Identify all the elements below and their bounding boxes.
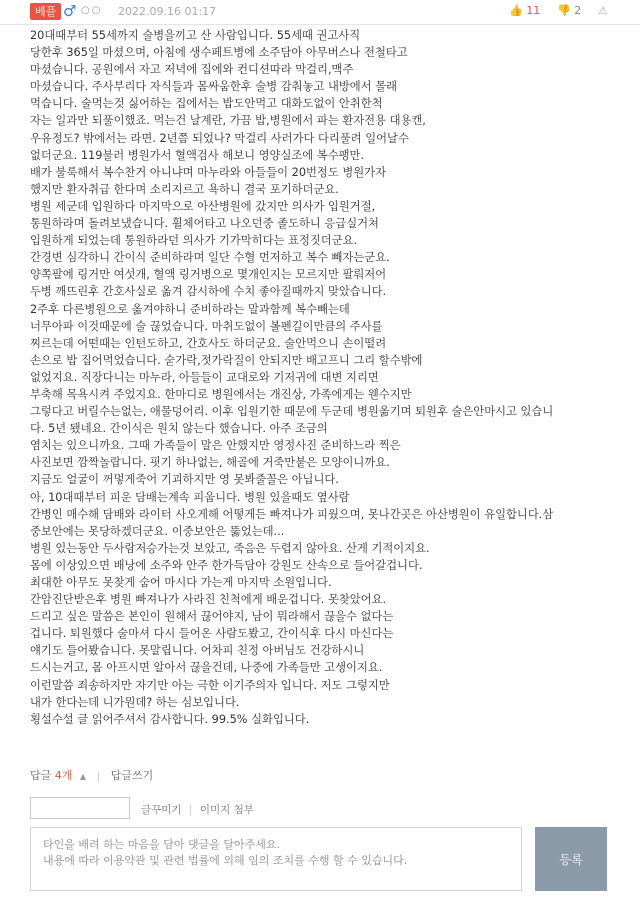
body-line: 내가 한다는데 니가뭔데? 하는 심보입니다. (30, 695, 240, 709)
body-line: 중보안에는 못당하겠더군요. 이중보안은 뚫었는데... (30, 524, 285, 538)
body-line: 병원 있는동안 두사람저승가는것 보았고, 죽음은 두렵지 않아요. 산게 기적이지요. (30, 541, 430, 555)
body-line: 두병 깨뜨린후 간호사실로 옮겨 감시하에 수치 좋아질때까지 맞았습니다. (30, 285, 387, 299)
submit-button[interactable]: 등록 (535, 827, 607, 891)
reply-count: 4개 (54, 769, 73, 782)
comment-body (30, 27, 615, 728)
body-line: 너무아파 이것때문에 술 끊었습니다. 마취도없이 볼펜길이만큼의 주사를 (30, 319, 383, 333)
body-line: 2주후 다른병원으로 옮겨야하니 준비하라는 말과함께 복수빼는데 (30, 302, 350, 316)
downvote-count: 2 (574, 4, 582, 17)
thumbs-down-icon: 👎 (557, 4, 571, 17)
body-line: 찌르는데 어떤때는 인턴도하고, 간호사도 하더군요. 술안먹으니 손이떨려 (30, 336, 387, 350)
post-date: 2022.09.16 01:17 (118, 5, 217, 18)
body-line: 먹습니다. 술먹는것 싫어하는 집에서는 밥도안먹고 대화도없이 안취한척 (30, 97, 383, 111)
body-line: 우유정도? 밖에서는 라면. 2년쯤 되었나? 막걸리 사러가다 다리풀려 일어날수 (30, 131, 409, 145)
body-line: 자는 일과만 되풀이했죠. 먹는건 날계란, 가끔 밥,병원에서 파는 환자전용 대용캔, (30, 114, 426, 128)
write-reply-link[interactable]: 답글쓰기 (110, 769, 154, 782)
body-line: 횡설수설 글 읽어주셔서 감사합니다. 99.5% 실화입니다. (30, 712, 310, 726)
caret-up-icon: ▲ (79, 772, 87, 781)
body-line: 배가 불룩해서 복수찬거 아니냐며 마누라와 아들들이 20번정도 병원가자 (30, 165, 386, 179)
comment-header (0, 0, 640, 25)
body-line: 없었지요. 직장다니는 마누라, 아들들이 교대로와 기저귀에 대변 지리면 (30, 370, 379, 384)
body-line: 마셨습니다. 공원에서 자고 저녁에 집에와 컨디션따라 막걸리,맥주 (30, 63, 354, 77)
upvote-count: 11 (526, 4, 541, 17)
nickname-input[interactable] (30, 797, 130, 819)
male-icon: ♂ (63, 2, 77, 20)
body-line: 드리고 싶은 말씀은 본인이 원해서 끊어야지, 남이 뭐라해서 끊을수 없다는 (30, 610, 394, 624)
body-line: 사진보면 깜짝놀랍니다. 핏기 하나없는, 해골에 거죽만붙은 모양이니까요. (30, 456, 390, 470)
level-dots: ○○ (81, 5, 103, 16)
body-line: 염치는 있으니까요. 그때 가족들이 말은 안했지만 영정사진 준비하느라 찍은 (30, 439, 401, 453)
comment-textarea[interactable] (30, 827, 522, 891)
body-line: 간병인 매수해 담배와 라이터 사오게해 어떻게든 빠져나가 피웠으며, 못나간곳은 아산병원이 유일합니다.삼 (30, 507, 554, 521)
body-line: 최대한 아무도 못찾게 숨어 마시다 가는게 마지막 소원입니다. (30, 576, 332, 589)
body-line: 부축해 목욕시켜 주었지요. 한마디로 병원에서는 개진상, 가족에게는 웬수지만 (30, 387, 412, 401)
body-line: 통원하라며 돌려보냈습니다. 휠체어타고 나오던중 졸도하니 응급실거쳐 (30, 217, 379, 231)
body-line: 겁니다. 퇴원했다 술마셔 다시 들어온 사람도봤고, 간이식후 다시 마신다는 (30, 627, 394, 641)
body-line: 당한후 365일 마셨으며, 아침에 생수페트병에 소주담아 아무버스나 전철타고 (30, 46, 408, 60)
body-line: 드시는거고, 몸 아프시면 알아서 끊을건데, 나중에 가족들만 고생이지요. (30, 661, 383, 675)
body-line: 했지만 환자취급 한다며 소리지르고 욕하니 결국 포기하더군요. (30, 182, 339, 196)
body-line: 양쪽팔에 링거만 여섯개, 혈액 링거병으로 몇개인지는 모르지만 팔뤄저어 (30, 268, 387, 282)
placeholder-line: 내용에 따라 이용약관 및 관련 법률에 의해 임의 조치를 수행 할 수 있습니다. (43, 854, 408, 867)
body-line: 손으로 밥 집어먹었습니다. 숟가락,젓가락질이 안되지만 배고프니 그리 할수밖에 (30, 353, 423, 367)
body-line: 없더군요. 119불러 병원가서 혈액검사 해보니 영양실조에 복수팽만. (30, 148, 365, 162)
placeholder-line: 타인을 배려 하는 마음을 담아 댓글을 달아주세요. (43, 838, 280, 851)
body-line: 병원 세군데 입원하다 마지막으로 아산병원에 갔지만 의사가 입원거절, (30, 199, 376, 213)
divider: | (188, 804, 193, 816)
body-line: 지금도 얼굴이 꺼멓게죽어 기괴하지만 영 못봐줄꼴은 아닙니다. (30, 473, 339, 487)
upvote-button[interactable] (509, 3, 540, 19)
body-line: 다. 5년 됐네요. 간이식은 원치 않는다 했습니다. 아주 조금의 (30, 422, 328, 436)
body-line: 얘기도 들어봤습니다. 못말립니다. 어차피 친정 아버님도 건강하시니 (30, 644, 365, 658)
body-line: 간경변 심각하니 간이식 준비하라며 일단 수혈 먼저하고 복수 빼자는군요. (30, 251, 390, 265)
body-line: 아, 10대때부터 피운 담배는계속 피웁니다. 병원 있을때도 옆사람 (30, 490, 350, 504)
reply-row (30, 769, 153, 784)
thumbs-up-icon: 👍 (509, 4, 523, 17)
body-line: 마셨습니다. 주사부리다 자식들과 몸싸움한후 술병 감춰놓고 내방에서 몰래 (30, 80, 398, 94)
divider: | (96, 769, 101, 782)
body-line: 그렇다고 버릴수는없는, 애물덩어리. 이후 입원기한 때문에 두군데 병원옮기며 퇴원후 술은안마시고 있습니 (30, 405, 554, 419)
body-line: 20대때부터 55세까지 술병을끼고 산 사람입니다. 55세때 권고사직 (30, 29, 361, 42)
report-icon[interactable]: ⚠ (598, 4, 608, 17)
best-badge: 베플 (30, 3, 61, 20)
body-line: 몸에 이상있으면 배낭에 소주와 안주 한가득담아 강원도 산속으로 들어갈겁니다. (30, 558, 423, 572)
emoticon-button[interactable]: 글꾸미기 (141, 804, 182, 816)
image-attach-button[interactable]: 이미지 첨부 (199, 804, 254, 816)
comment-tools (141, 803, 254, 817)
body-line: 입원하게 되었는데 통원하라던 의사가 기가막히다는 표정짓더군요. (30, 234, 358, 248)
downvote-button[interactable] (557, 3, 581, 19)
reply-toggle[interactable] (30, 769, 90, 782)
reply-label: 답글 (30, 769, 52, 782)
body-line: 이런말씀 죄송하지만 자기만 아는 극한 이기주의자 입니다. 저도 그렇지만 (30, 678, 390, 692)
body-line: 간암진단받은후 병원 빠져나가 사라진 친척에게 배운겁니다. 못찾았어요. (30, 593, 387, 607)
